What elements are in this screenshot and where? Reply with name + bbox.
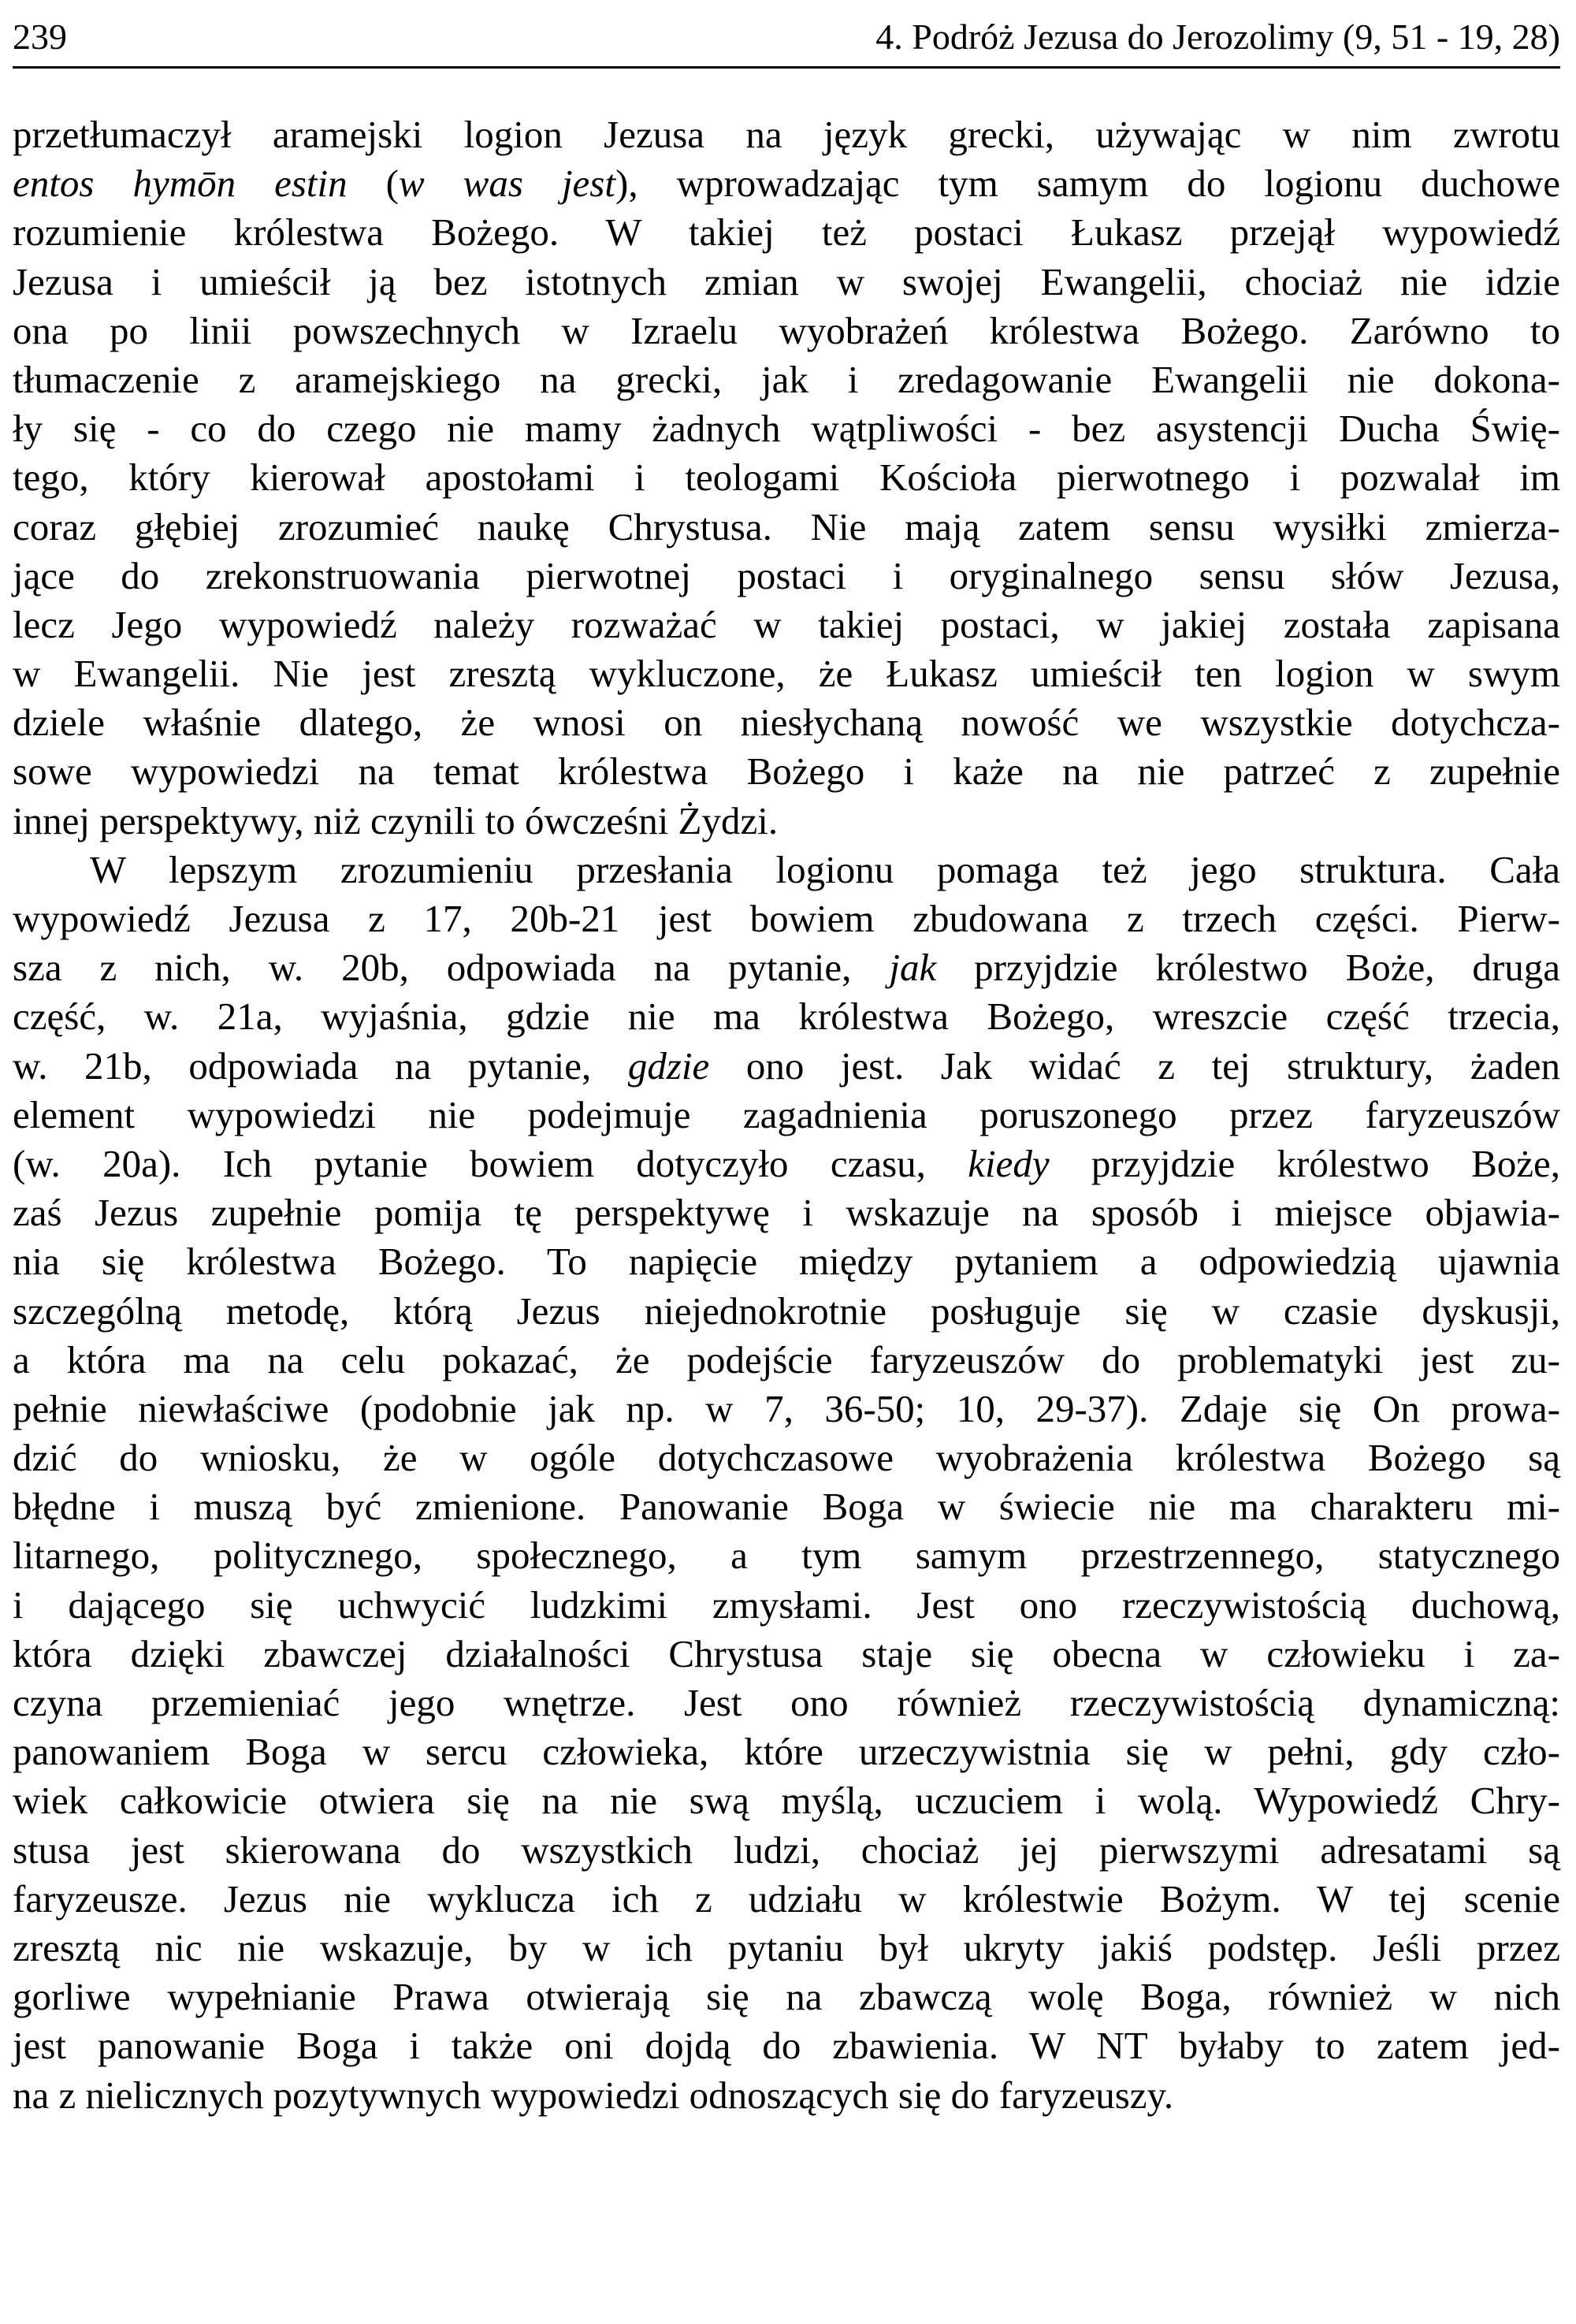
- text-line: faryzeusze. Jezus nie wyklucza ich z udziału w królestwie Bożym. W tej scenie: [13, 1876, 1560, 1921]
- text-line: dziele właśnie dlatego, że wnosi on niesłychaną nowość we wszystkie dotychcza-: [13, 701, 1560, 745]
- page-number: 239: [13, 17, 67, 57]
- text-line: która dzięki zbawczej działalności Chrystusa staje się obecna w człowieku i za-: [13, 1631, 1560, 1675]
- chapter-title: 4. Podróż Jezusa do Jerozolimy (9, 51 - 19, 28): [875, 17, 1560, 57]
- text-line: pełnie niewłaściwe (podobnie jak np. w 7, 36-50; 10, 29-37). Zdaje się On prowa-: [13, 1386, 1560, 1430]
- text-line: stusa jest skierowana do wszystkich ludzi, chociaż jej pierwszymi adresatami są: [13, 1828, 1560, 1872]
- text-line: rozumienie królestwa Bożego. W takiej też postaci Łukasz przejął wypowiedź: [13, 210, 1560, 255]
- text-line: część, w. 21a, wyjaśnia, gdzie nie ma królestwa Bożego, wreszcie część trzecia,: [13, 995, 1560, 1039]
- text-line: gorliwe wypełnianie Prawa otwierają się na zbawczą wolę Boga, również w nich: [13, 1975, 1560, 2019]
- text-line: Jezusa i umieścił ją bez istotnych zmian w swojej Ewangelii, chociaż nie idzie: [13, 259, 1560, 303]
- text-line: ły się - co do czego nie mamy żadnych wątpliwości - bez asystencji Ducha Świę-: [13, 407, 1560, 451]
- text-line: w Ewangelii. Nie jest zresztą wykluczone, że Łukasz umieścił ten logion w swym: [13, 652, 1560, 696]
- text-line: w. 21b, odpowiada na pytanie, gdzie ono jest. Jak widać z tej struktury, żaden: [13, 1043, 1560, 1088]
- text-line: nia się królestwa Bożego. To napięcie między pytaniem a odpowiedzią ujawnia: [13, 1240, 1560, 1284]
- text-line: wiek całkowicie otwiera się na nie swą myślą, uczuciem i wolą. Wypowiedź Chry-: [13, 1779, 1560, 1823]
- text-line: tłumaczenie z aramejskiego na grecki, jak i zredagowanie Ewangelii nie dokona-: [13, 357, 1560, 401]
- text-line: sowe wypowiedzi na temat królestwa Bożego i każe na nie patrzeć z zupełnie: [13, 749, 1560, 794]
- text-line: ona po linii powszechnych w Izraelu wyobrażeń królestwa Bożego. Zarówno to: [13, 308, 1560, 352]
- text-line: wypowiedź Jezusa z 17, 20b-21 jest bowiem zbudowana z trzech części. Pierw-: [13, 897, 1560, 940]
- text-line: panowaniem Boga w sercu człowieka, które urzeczywistnia się w pełni, gdy czło-: [13, 1730, 1560, 1774]
- text-line: na z nielicznych pozytywnych wypowiedzi odnoszących się do faryzeuszy.: [13, 2073, 1174, 2117]
- text-line: przetłumaczył aramejski logion Jezusa na język grecki, używając w nim zwrotu: [13, 113, 1560, 156]
- text-line: i dającego się uchwycić ludzkimi zmysłami. Jest ono rzeczywistością duchową,: [13, 1582, 1560, 1627]
- text-line: innej perspektywy, niż czynili to ówcześni Żydzi.: [13, 798, 779, 842]
- text-line: zresztą nic nie wskazuje, by w ich pytaniu był ukryty jakiś podstęp. Jeśli przez: [13, 1925, 1560, 1969]
- text-line: W lepszym zrozumieniu przesłania logionu pomaga też jego struktura. Cała: [90, 847, 1560, 891]
- text-line: entos hymōn estin (w was jest), wprowadzając tym samym do logionu duchowe: [13, 162, 1560, 206]
- text-line: zaś Jezus zupełnie pomija tę perspektywę i wskazuje na sposób i miejsce objawia-: [13, 1191, 1560, 1235]
- text-line: lecz Jego wypowiedź należy rozważać w takiej postaci, w jakiej została zapisana: [13, 602, 1560, 646]
- text-line: (w. 20a). Ich pytanie bowiem dotyczyło czasu, kiedy przyjdzie królestwo Boże,: [13, 1141, 1561, 1185]
- text-line: element wypowiedzi nie podejmuje zagadnienia poruszonego przez faryzeuszów: [13, 1092, 1560, 1136]
- text-line: czyna przemieniać jego wnętrze. Jest ono również rzeczywistością dynamiczną:: [13, 1681, 1560, 1724]
- text-line: coraz głębiej zrozumieć naukę Chrystusa. Nie mają zatem sensu wysiłki zmierza-: [13, 504, 1560, 548]
- running-header: [13, 11, 1560, 69]
- text-line: dzić do wniosku, że w ogóle dotychczasowe wyobrażenia królestwa Bożego są: [13, 1436, 1560, 1480]
- text-line: sza z nich, w. 20b, odpowiada na pytanie, jak przyjdzie królestwo Boże, druga: [13, 946, 1560, 990]
- text-line: szczególną metodę, którą Jezus niejednokrotnie posługuje się w czasie dyskusji,: [13, 1288, 1560, 1333]
- text-line: a która ma na celu pokazać, że podejście faryzeuszów do problematyki jest zu-: [13, 1337, 1560, 1381]
- text-line: błędne i muszą być zmienione. Panowanie Boga w świecie nie ma charakteru mi-: [13, 1485, 1560, 1529]
- text-line: litarnego, politycznego, społecznego, a tym samym przestrzennego, statycznego: [13, 1534, 1560, 1578]
- text-line: jest panowanie Boga i także oni dojdą do zbawienia. W NT byłaby to zatem jed-: [13, 2024, 1560, 2068]
- text-line: tego, który kierował apostołami i teologami Kościoła pierwotnego i pozwalał im: [13, 456, 1560, 500]
- text-line: jące do zrekonstruowania pierwotnej postaci i oryginalnego sensu słów Jezusa,: [13, 553, 1560, 597]
- body-text: [13, 110, 1560, 2120]
